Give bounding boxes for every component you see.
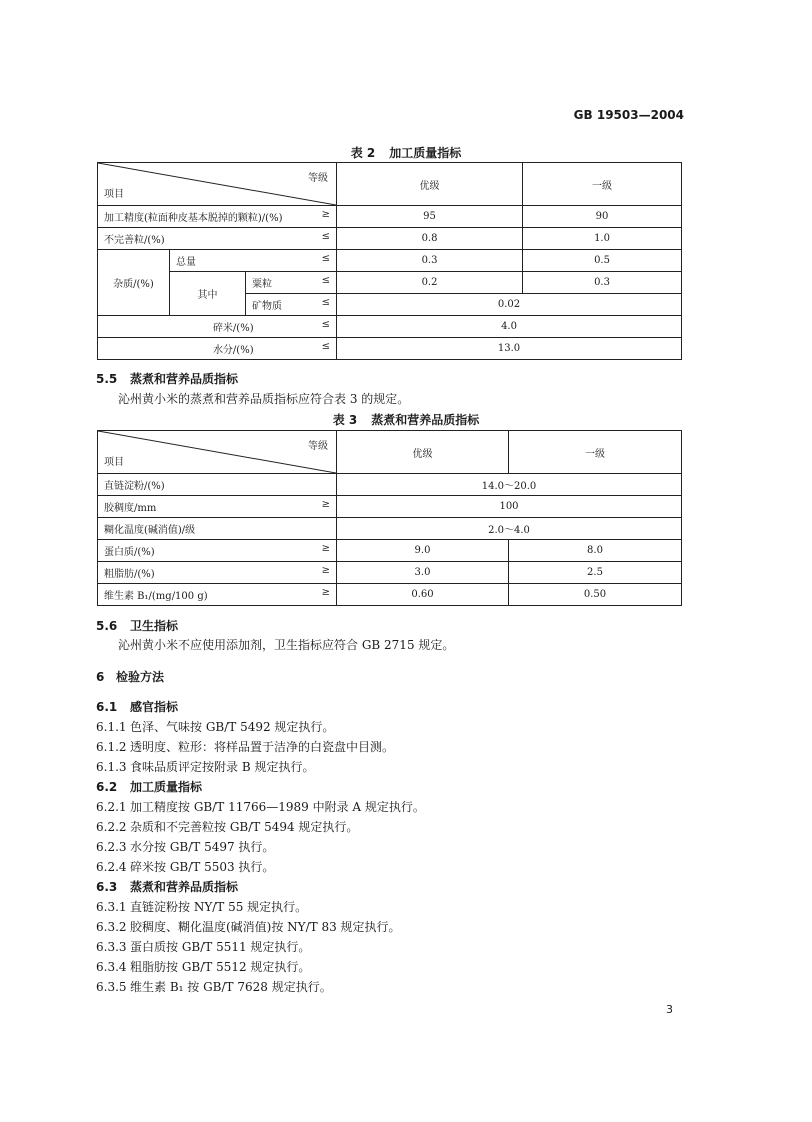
row-op: ≤ — [321, 297, 331, 308]
cell-value: 0.02 — [337, 294, 682, 316]
table3-corner-item: 项目 — [104, 457, 124, 468]
item-6-3-3 — [96, 938, 310, 955]
item-6-1-1 — [96, 718, 334, 735]
item-text: 碎米按 GB/T 5503 执行。 — [130, 860, 275, 874]
item-text: 食味品质评定按附录 B 规定执行。 — [130, 760, 315, 774]
table3-caption — [0, 411, 812, 428]
row-label: 胶稠度/mm — [104, 503, 157, 514]
item-number: 6.2.4 — [96, 860, 127, 874]
row-label: 碎米/(%) — [212, 323, 254, 334]
row-label: 蛋白质/(%) — [104, 547, 155, 558]
row-label: 总量 — [176, 257, 196, 268]
table2-corner-cell — [98, 163, 337, 206]
section-title: 加工质量指标 — [130, 780, 203, 794]
cell-value: 3.0 — [337, 562, 509, 584]
row-op: ≤ — [321, 231, 331, 242]
section-title: 感官指标 — [130, 700, 179, 714]
cell-value: 0.5 — [523, 250, 682, 272]
table3-corner-grade: 等级 — [308, 441, 328, 452]
section-5-6-heading — [96, 617, 178, 634]
item-number: 6.2.3 — [96, 840, 127, 854]
table2-row-moisture-label — [98, 338, 337, 360]
section-number: 6.3 — [96, 880, 118, 894]
cell-value: 0.8 — [337, 228, 523, 250]
row-label: 加工精度(粒面种皮基本脱掉的颗粒)/(%) — [104, 213, 283, 224]
section-number: 6 — [96, 670, 105, 684]
table2-row-precision-label — [98, 206, 337, 228]
section-6-2-heading — [96, 778, 202, 795]
row-op: ≥ — [321, 565, 330, 576]
row-op: ≤ — [321, 275, 331, 286]
section-number: 5.5 — [96, 372, 118, 386]
cell-value: 90 — [523, 206, 682, 228]
item-6-2-3 — [96, 838, 274, 855]
cell-value: 0.60 — [337, 584, 509, 606]
table3-row-amylose-label: 直链淀粉/(%) — [98, 474, 337, 496]
table2-row-broken-label — [98, 316, 337, 338]
table3-row-fat-label — [98, 562, 337, 584]
row-op: ≤ — [321, 341, 331, 352]
item-text: 蛋白质按 GB/T 5511 规定执行。 — [130, 940, 311, 954]
cell-value: 100 — [337, 496, 682, 518]
standard-number: GB 19503—2004 — [573, 108, 684, 122]
page-number: 3 — [666, 1003, 673, 1016]
item-6-3-2 — [96, 918, 401, 935]
cell-value: 8.0 — [509, 540, 682, 562]
row-label: 维生素 B₁/(mg/100 g) — [104, 591, 208, 602]
item-text: 色泽、气味按 GB/T 5492 规定执行。 — [130, 720, 335, 734]
section-number: 6.1 — [96, 700, 118, 714]
item-6-2-2 — [96, 818, 358, 835]
item-number: 6.1.3 — [96, 760, 127, 774]
item-number: 6.2.2 — [96, 820, 127, 834]
table3-row-vb1-label — [98, 584, 337, 606]
table2-number: 表 2 — [350, 146, 376, 160]
item-6-3-4 — [96, 958, 310, 975]
item-text: 水分按 GB/T 5497 执行。 — [130, 840, 275, 854]
cell-value: 2.0～4.0 — [337, 518, 682, 540]
table2-col-first: 一级 — [523, 163, 682, 206]
row-label: 矿物质 — [252, 301, 282, 312]
row-op: ≥ — [321, 543, 330, 554]
item-text: 透明度、粒形：将样品置于洁净的白瓷盘中目测。 — [130, 740, 395, 754]
row-op: ≥ — [321, 499, 330, 510]
row-op: ≥ — [321, 209, 331, 220]
cell-value: 95 — [337, 206, 523, 228]
cell-value: 0.3 — [337, 250, 523, 272]
item-number: 6.3.5 — [96, 980, 127, 994]
row-label: 粟粒 — [252, 279, 272, 290]
table2-title: 加工质量指标 — [389, 146, 462, 160]
item-6-3-1 — [96, 898, 307, 915]
table2-row-imperfect-label — [98, 228, 337, 250]
section-title: 卫生指标 — [130, 619, 179, 633]
section-number: 6.2 — [96, 780, 118, 794]
item-6-1-3 — [96, 758, 314, 775]
item-number: 6.2.1 — [96, 800, 127, 814]
item-text: 杂质和不完善粒按 GB/T 5494 规定执行。 — [130, 820, 359, 834]
section-5-5-text: 沁州黄小米的蒸煮和营养品质指标应符合表 3 的规定。 — [118, 392, 410, 406]
section-5-6-text: 沁州黄小米不应使用添加剂，卫生指标应符合 GB 2715 规定。 — [118, 638, 455, 652]
section-6-1-heading — [96, 698, 178, 715]
section-6-heading — [96, 668, 164, 685]
table3-col-first: 一级 — [509, 431, 682, 474]
item-text: 胶稠度、糊化温度(碱消值)按 NY/T 83 规定执行。 — [130, 920, 401, 934]
item-text: 维生素 B₁ 按 GB/T 7628 规定执行。 — [130, 980, 332, 994]
row-label: 不完善粒/(%) — [104, 235, 165, 246]
section-6-3-heading — [96, 878, 238, 895]
table2-row-grain-label — [246, 272, 337, 294]
item-6-2-1 — [96, 798, 425, 815]
cell-value: 9.0 — [337, 540, 509, 562]
cell-value: 1.0 — [523, 228, 682, 250]
cell-value: 0.50 — [509, 584, 682, 606]
cell-value: 14.0～20.0 — [337, 474, 682, 496]
table2-among-label: 其中 — [170, 272, 246, 316]
cell-value: 0.3 — [523, 272, 682, 294]
table3-number: 表 3 — [332, 413, 358, 427]
row-label: 粗脂肪/(%) — [104, 569, 155, 580]
table2-corner-item: 项目 — [104, 189, 124, 200]
item-6-2-4 — [96, 858, 274, 875]
table2 — [97, 162, 682, 360]
item-text: 加工精度按 GB/T 11766—1989 中附录 A 规定执行。 — [130, 800, 425, 814]
cell-value: 13.0 — [337, 338, 682, 360]
section-title: 蒸煮和营养品质指标 — [130, 880, 239, 894]
table3-col-excellent: 优级 — [337, 431, 509, 474]
table2-col-excellent: 优级 — [337, 163, 523, 206]
cell-value: 4.0 — [337, 316, 682, 338]
section-title: 检验方法 — [116, 670, 165, 684]
table3-row-gel-label — [98, 496, 337, 518]
row-label: 水分/(%) — [212, 345, 254, 356]
cell-value: 0.2 — [337, 272, 523, 294]
item-number: 6.3.3 — [96, 940, 127, 954]
table2-corner-grade: 等级 — [308, 173, 329, 184]
row-op: ≤ — [321, 319, 331, 330]
table3-row-gelat-label: 糊化温度(碱消值)/级 — [98, 518, 337, 540]
item-number: 6.1.1 — [96, 720, 127, 734]
table3-title: 蒸煮和营养品质指标 — [371, 413, 480, 427]
table3-row-protein-label — [98, 540, 337, 562]
table3-corner-cell — [98, 431, 337, 474]
item-6-1-2 — [96, 738, 394, 755]
item-number: 6.1.2 — [96, 740, 127, 754]
row-op: ≤ — [321, 253, 331, 264]
section-5-5-heading — [96, 370, 238, 387]
table2-row-mineral-label — [246, 294, 337, 316]
cell-value: 2.5 — [509, 562, 682, 584]
section-title: 蒸煮和营养品质指标 — [130, 372, 239, 386]
section-number: 5.6 — [96, 619, 118, 633]
table2-impurity-label: 杂质/(%) — [98, 250, 170, 316]
table3 — [97, 430, 682, 606]
table2-row-total-label — [170, 250, 337, 272]
item-6-3-5 — [96, 978, 332, 995]
item-text: 粗脂肪按 GB/T 5512 规定执行。 — [130, 960, 311, 974]
row-op: ≥ — [321, 587, 330, 598]
item-number: 6.3.1 — [96, 900, 127, 914]
item-text: 直链淀粉按 NY/T 55 规定执行。 — [130, 900, 308, 914]
table2-caption — [0, 144, 812, 161]
item-number: 6.3.2 — [96, 920, 127, 934]
item-number: 6.3.4 — [96, 960, 127, 974]
